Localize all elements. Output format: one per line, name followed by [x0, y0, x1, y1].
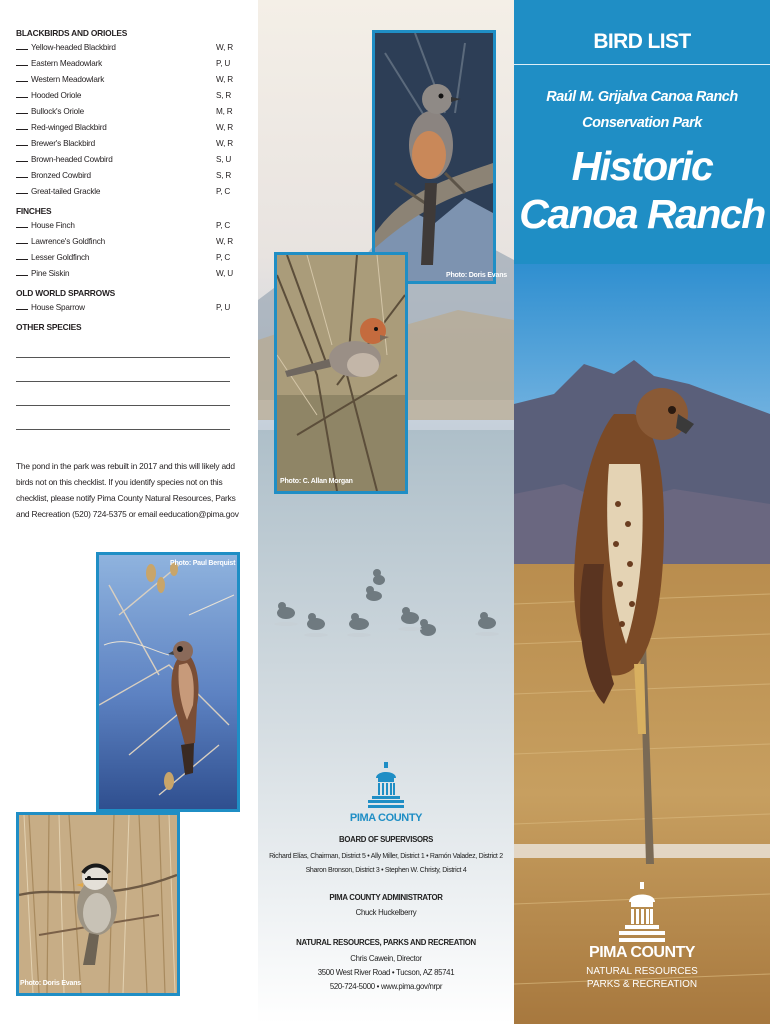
bird-status: M, R — [216, 107, 233, 116]
pima-county-logo-icon — [619, 882, 665, 944]
bird-status: W, R — [216, 75, 233, 84]
finch-image — [277, 255, 405, 491]
bird-list-heading: BIRD LIST — [593, 30, 691, 53]
section-heading: OLD WORLD SPARROWS — [16, 288, 116, 298]
board-members-line2: Sharon Bronson, District 3 • Stephen W. Christy, District 4 — [305, 867, 467, 874]
other-species-heading: OTHER SPECIES — [16, 322, 82, 332]
pima-county-capitol-icon — [368, 762, 404, 812]
check-blank — [16, 185, 28, 194]
cover-title — [514, 142, 770, 238]
bird-status: W, R — [216, 123, 233, 132]
bird-status: S, U — [216, 155, 232, 164]
middle-panel — [258, 0, 514, 1024]
bird-name: Brewer's Blackbird — [31, 139, 95, 148]
bird-name: Western Meadowlark — [31, 75, 105, 84]
park-name-line1: Raúl M. Grijalva Canoa Ranch — [546, 89, 738, 105]
write-in-line[interactable] — [16, 358, 230, 382]
logo-county-name: PIMA COUNTY — [589, 944, 695, 961]
bird-name: Lawrence's Goldfinch — [31, 237, 106, 246]
phoebe-photo — [372, 30, 496, 284]
cover-panel — [514, 0, 770, 1024]
board-members-line1: Richard Elías, Chairman, District 5 • Ally Miller, District 1 • Ramón Valadez, District 2 — [269, 853, 503, 860]
check-blank — [16, 169, 28, 178]
park-name-line2: Conservation Park — [582, 115, 702, 131]
nrpr-heading: NATURAL RESOURCES, PARKS AND RECREATION — [296, 938, 476, 947]
check-blank — [16, 267, 28, 276]
checklist-row — [16, 104, 236, 120]
bird-status: P, U — [216, 59, 231, 68]
check-blank — [16, 73, 28, 82]
bird-name: Pine Siskin — [31, 269, 70, 278]
cover-title-block — [514, 0, 770, 264]
administrator-heading: PIMA COUNTY ADMINISTRATOR — [329, 893, 443, 902]
bird-name: Great-tailed Grackle — [31, 187, 101, 196]
bird-status: W, R — [216, 43, 233, 52]
bird-status: P, U — [216, 303, 231, 312]
check-blank — [16, 105, 28, 114]
check-blank — [16, 89, 28, 98]
checklist-note: The pond in the park was rebuilt in 2017 and this will likely add birds not on this checklist. If you identify species not on this checklist, please notify Pima County Natural Resources, Parks and Recreation (520) 724-5375 or email eeducation@pima.gov — [16, 461, 239, 519]
checklist-row — [16, 218, 236, 234]
logo-department-line1: NATURAL RESOURCES — [586, 966, 698, 977]
check-blank — [16, 219, 28, 228]
checklist-row — [16, 152, 236, 168]
checklist-row — [16, 88, 236, 104]
bird-status: S, R — [216, 171, 232, 180]
bird-status: P, C — [216, 187, 231, 196]
bird-status: S, R — [216, 91, 232, 100]
logo-department-line2: PARKS & RECREATION — [586, 979, 698, 990]
bird-status: W, U — [216, 269, 233, 278]
title-divider — [514, 64, 770, 65]
checklist-row — [16, 40, 236, 56]
section-heading: BLACKBIRDS AND ORIOLES — [16, 28, 128, 38]
photo-credit-finch: Photo: C. Allan Morgan — [280, 478, 353, 485]
kestrel-image — [99, 555, 237, 809]
bird-name: Bronzed Cowbird — [31, 171, 91, 180]
checklist-row — [16, 184, 236, 200]
checklist-row — [16, 300, 236, 316]
bird-status: P, C — [216, 253, 231, 262]
check-blank — [16, 251, 28, 260]
board-heading: BOARD OF SUPERVISORS — [339, 835, 433, 844]
nrpr-director: Chris Cawein, Director — [350, 954, 422, 963]
nrpr-address: 3500 West River Road • Tucson, AZ 85741 — [317, 968, 455, 977]
photo-credit-kestrel: Photo: Paul Berquist — [170, 560, 236, 567]
pima-county-label: PIMA COUNTY — [349, 812, 423, 824]
photo-credit-phoebe: Photo: Doris Evans — [446, 272, 507, 279]
check-blank — [16, 41, 28, 50]
section-heading: FINCHES — [16, 206, 52, 216]
bird-status: W, R — [216, 139, 233, 148]
bird-name: House Sparrow — [31, 303, 85, 312]
check-blank — [16, 121, 28, 130]
bird-name: Red-winged Blackbird — [31, 123, 107, 132]
check-blank — [16, 301, 28, 310]
cover-title-line2: Canoa Ranch — [519, 191, 765, 237]
check-blank — [16, 57, 28, 66]
kestrel-photo — [96, 552, 240, 812]
phoebe-image — [375, 33, 493, 281]
checklist-row — [16, 234, 236, 250]
nrpr-contact: 520-724-5000 • www.pima.gov/nrpr — [329, 982, 443, 991]
check-blank — [16, 235, 28, 244]
checklist-row — [16, 120, 236, 136]
write-in-line[interactable] — [16, 334, 230, 358]
checklist-row — [16, 168, 236, 184]
bird-name: Eastern Meadowlark — [31, 59, 103, 68]
checklist-row — [16, 72, 236, 88]
cover-title-line1: Historic — [571, 143, 713, 189]
sparrow-image — [19, 815, 177, 993]
checklist-row — [16, 266, 236, 282]
bird-status: P, C — [216, 221, 231, 230]
checklist-panel — [0, 0, 258, 1024]
checklist-row — [16, 56, 236, 72]
photo-credit-sparrow: Photo: Doris Evans — [20, 980, 81, 987]
bird-name: Brown-headed Cowbird — [31, 155, 113, 164]
check-blank — [16, 137, 28, 146]
bird-name: Bullock's Oriole — [31, 107, 84, 116]
checklist-row — [16, 136, 236, 152]
bird-name: House Finch — [31, 221, 75, 230]
finch-photo — [274, 252, 408, 494]
checklist-row — [16, 250, 236, 266]
administrator-name: Chuck Huckelberry — [355, 908, 417, 917]
write-in-line[interactable] — [16, 406, 230, 430]
check-blank — [16, 153, 28, 162]
park-name — [514, 84, 770, 136]
sparrow-photo — [16, 812, 180, 996]
bird-status: W, R — [216, 237, 233, 246]
bird-name: Lesser Goldfinch — [31, 253, 90, 262]
bird-name: Hooded Oriole — [31, 91, 82, 100]
bird-checklist — [16, 28, 236, 430]
write-in-line[interactable] — [16, 382, 230, 406]
bird-name: Yellow-headed Blackbird — [31, 43, 116, 52]
